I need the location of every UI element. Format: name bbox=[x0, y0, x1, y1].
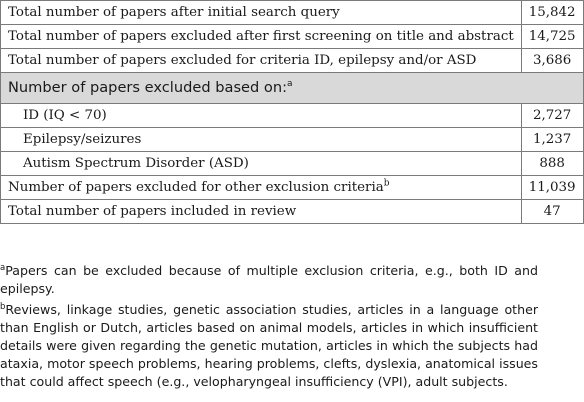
table-row bbox=[1, 200, 584, 224]
section-header bbox=[1, 73, 584, 104]
section-header-row bbox=[1, 73, 584, 104]
sub-row-value: 888 bbox=[521, 152, 583, 176]
sub-row-value: 2,727 bbox=[521, 104, 583, 128]
footnote-text: Papers can be excluded because of multiple exclusion criteria, e.g., both ID and epilepsy. bbox=[0, 263, 538, 296]
footnote-text: Reviews, linkage studies, genetic association studies, articles in a language other than English or Dutch, articles based on animal models, articles in which insufficient details were given regarding the genetic mutation, articles in which the subjects had ataxia, motor speech problems, hearing problems, clefts, dyslexia, anatomical issues that could affect speech (e.g., velopharyngeal insufficiency (VPI), adult subjects. bbox=[0, 302, 538, 389]
footnote bbox=[0, 262, 538, 298]
table-row bbox=[1, 128, 584, 152]
footnotes bbox=[0, 262, 538, 394]
other-criteria-label bbox=[1, 176, 522, 200]
row-value: 15,842 bbox=[521, 1, 583, 25]
section-header-label: Number of papers excluded based on: bbox=[8, 79, 288, 96]
row-label: Total number of papers excluded for criteria ID, epilepsy and/or ASD bbox=[1, 49, 522, 73]
row-label: Total number of papers after initial search query bbox=[1, 1, 522, 25]
footnote-mark: a bbox=[0, 262, 6, 273]
footnote bbox=[0, 301, 538, 391]
table-row bbox=[1, 104, 584, 128]
row-value: 3,686 bbox=[521, 49, 583, 73]
table-row bbox=[1, 152, 584, 176]
row-label: Total number of papers included in review bbox=[1, 200, 522, 224]
footnote-mark: b bbox=[383, 178, 390, 189]
footnote-mark: b bbox=[0, 301, 6, 312]
row-label-text: Number of papers excluded for other exclusion criteria bbox=[8, 180, 384, 195]
table-row bbox=[1, 1, 584, 25]
row-label: Total number of papers excluded after first screening on title and abstract bbox=[1, 25, 522, 49]
table-row bbox=[1, 176, 584, 200]
sub-row-label: Autism Spectrum Disorder (ASD) bbox=[1, 152, 522, 176]
table-row bbox=[1, 49, 584, 73]
sub-row-label: ID (IQ < 70) bbox=[1, 104, 522, 128]
row-value: 11,039 bbox=[521, 176, 583, 200]
row-value: 47 bbox=[521, 200, 583, 224]
sub-row-label: Epilepsy/seizures bbox=[1, 128, 522, 152]
footnote-mark: a bbox=[287, 79, 293, 90]
table-row bbox=[1, 25, 584, 49]
row-value: 14,725 bbox=[521, 25, 583, 49]
sub-row-value: 1,237 bbox=[521, 128, 583, 152]
